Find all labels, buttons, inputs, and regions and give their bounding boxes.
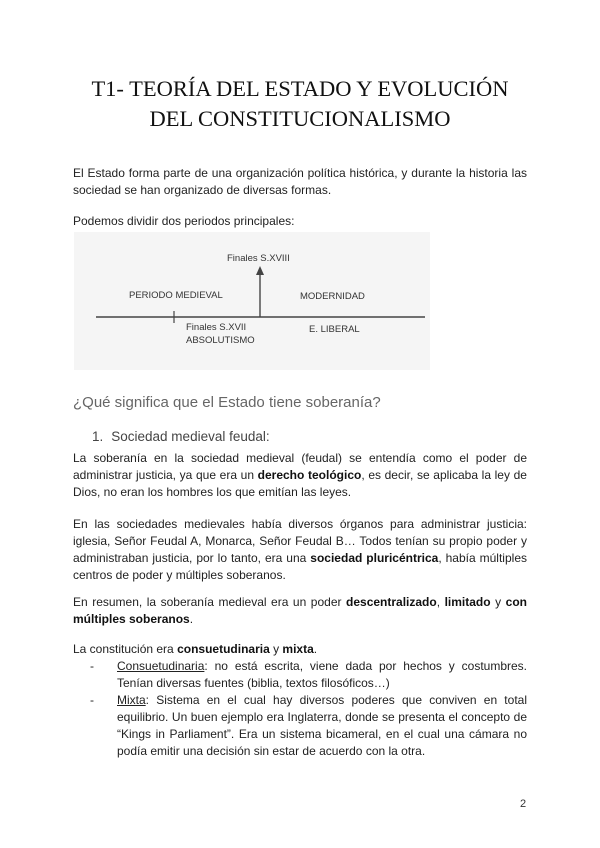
para3-text-a: En resumen, la soberanía medieval era un poder	[73, 595, 347, 609]
bullet-body: : Sistema en el cual hay diversos poderes que conviven en total equilibrio. Un buen ejemplo era Inglaterra, donde se presenta el concepto de “Kings in Parliament”. Era un sistema bicameral, en el cual una cámara no podía emitir una decisión sin estar de acuerdo con la otra.	[117, 693, 527, 758]
para3-text-g: .	[189, 612, 194, 626]
para3-bold-1: descentralizado	[346, 595, 437, 609]
para1-text-c: , es decir, se aplicaba la ley de Dios, no eran los hombres los que emitían las leyes.	[73, 468, 527, 499]
paragraph-constitucion	[73, 641, 527, 658]
label-finales-xvii: Finales S.XVII	[186, 322, 247, 333]
arrow-up-icon	[256, 266, 264, 275]
timeline-diagram	[74, 232, 430, 370]
list-item	[90, 692, 527, 760]
para2-bold: sociedad pluricéntrica	[310, 551, 439, 565]
label-finales-xviii: Finales S.XVIII	[227, 253, 290, 264]
para3-text-c: ,	[436, 595, 445, 609]
section-heading: ¿Qué significa que el Estado tiene soberanía?	[73, 394, 381, 411]
para4-bold-1: consuetudinaria	[177, 642, 270, 656]
bullet-term: Consuetudinaria	[117, 659, 205, 673]
para4-bold-2: mixta	[282, 642, 314, 656]
para4-text-e: .	[313, 642, 318, 656]
title-line-2: DEL CONSTITUCIONALISMO	[149, 106, 451, 131]
periods-intro: Podemos dividir dos periodos principales:	[73, 214, 295, 228]
subsection-heading	[92, 428, 270, 446]
para3-bold-2: limitado	[444, 595, 491, 609]
bullet-text	[117, 658, 527, 692]
para3-text-e: y	[490, 595, 506, 609]
bullet-dash: -	[90, 693, 94, 707]
label-modernidad: MODERNIDAD	[300, 291, 365, 302]
page-title	[40, 74, 560, 134]
paragraph-soberania	[73, 450, 527, 501]
bullet-term: Mixta	[117, 693, 146, 707]
page-number: 2	[520, 798, 527, 810]
para4-text-a: La constitución era	[73, 642, 178, 656]
subsection-title: Sociedad medieval feudal:	[111, 429, 270, 444]
bullet-dash: -	[90, 659, 94, 673]
para1-bold: derecho teológico	[257, 468, 362, 482]
bullet-body: : no está escrita, viene dada por hechos y costumbres. Tenían diversas fuentes (biblia, textos filosóficos…)	[117, 659, 527, 690]
paragraph-organos	[73, 516, 527, 584]
title-line-1: T1- TEORÍA DEL ESTADO Y EVOLUCIÓN	[91, 76, 509, 101]
para2-text-a: En las sociedades medievales había diversos órganos para administrar justicia: iglesia, Señor Feudal A, Monarca, Señor Feudal B… Todos tenían su propio poder y administraban justicia, por lo tanto, era una	[73, 517, 527, 565]
para1-text-a: La soberanía en la sociedad medieval (feudal) se entendía como el poder de administrar justicia, ya que era un	[73, 451, 527, 482]
paragraph-resumen	[73, 594, 527, 628]
label-absolutismo: ABSOLUTISMO	[186, 335, 255, 346]
intro-paragraph: El Estado forma parte de una organización política histórica, y durante la historia las sociedad se han organizado de diversas formas.	[73, 166, 527, 197]
para2-text-c: , había múltiples centros de poder y múltiples soberanos.	[73, 551, 527, 582]
subsection-number: 1.	[92, 429, 104, 444]
label-periodo-medieval: PERIODO MEDIEVAL	[129, 290, 223, 301]
list-item	[90, 658, 527, 692]
para4-text-c: y	[269, 642, 283, 656]
para3-bold-3: con múltiples soberanos	[73, 595, 527, 626]
bullet-text	[117, 692, 527, 760]
label-e-liberal: E. LIBERAL	[309, 324, 360, 335]
